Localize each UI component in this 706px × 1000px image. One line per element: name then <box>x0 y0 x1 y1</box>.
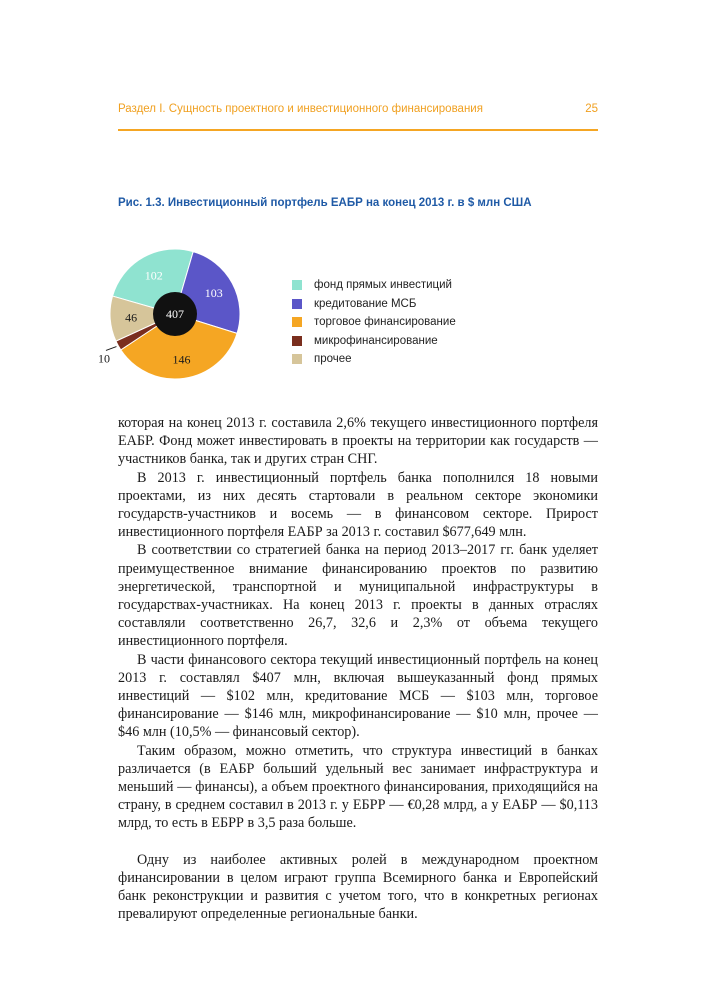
legend-swatch <box>292 280 302 290</box>
paragraph: Таким образом, можно отметить, что структура инвестиций в банках различается (в ЕАБР больший удельный вес занимает инфраструктура и меньший — финансы), а объем проектного финансирования, приходящийся на страну, в среднем составил в 2013 г. у ЕБРР — €0,28 млрд, а у ЕАБР — $0,113 млрд, то есть в ЕБРР в 3,5 раза больше. <box>118 742 598 832</box>
chart-legend <box>292 276 456 369</box>
header-rule <box>118 129 598 131</box>
figure-caption: Рис. 1.3. Инвестиционный портфель ЕАБР на конец 2013 г. в $ млн США <box>118 197 532 209</box>
slice-label: 46 <box>125 310 138 325</box>
running-head <box>118 103 598 115</box>
legend-swatch <box>292 317 302 327</box>
pie-total-label: 407 <box>166 307 184 321</box>
slice-label: 146 <box>172 352 191 367</box>
legend-label: микрофинансирование <box>314 334 438 347</box>
paragraph: В 2013 г. инвестиционный портфель банка пополнился 18 новыми проектами, из них десять стартовали в реальном секторе экономики государств-участников и восемь — в финансовом секторе. Прирост инвестиционного портфеля ЕАБР за 2013 г. составил $677,649 млн. <box>118 469 598 541</box>
slice-label: 10 <box>97 351 110 366</box>
section-title: Раздел I. Сущность проектного и инвестиционного финансирования <box>118 103 483 115</box>
legend-swatch <box>292 336 302 346</box>
legend-swatch <box>292 354 302 364</box>
legend-label: торговое финансирование <box>314 316 456 329</box>
leader-line <box>106 347 116 351</box>
legend-label: кредитование МСБ <box>314 297 417 310</box>
slice-label: 103 <box>204 286 223 301</box>
slice-label: 102 <box>144 268 163 283</box>
legend-item <box>292 350 456 369</box>
paragraph: которая на конец 2013 г. составила 2,6% текущего инвестиционного портфеля ЕАБР. Фонд может инвестировать в проекты на территории как государств — участников банка, так и других стран СНГ. <box>118 415 598 468</box>
legend-label: фонд прямых инвестиций <box>314 279 452 292</box>
pie-chart <box>97 238 260 398</box>
legend-item <box>292 332 456 351</box>
legend-swatch <box>292 299 302 309</box>
paragraph: В части финансового сектора текущий инвестиционный портфель на конец 2013 г. составлял $407 млн, включая вышеуказанный фонд прямых инвестиций — $102 млн, кредитование МСБ — $103 млн, торговое финансирование — $146 млн, микрофинансирование — $10 млн, прочее — $46 млн (10,5% — финансовый сектор). <box>118 651 598 741</box>
page-number: 25 <box>585 103 598 115</box>
legend-item <box>292 313 456 332</box>
legend-label: прочее <box>314 353 352 366</box>
legend-item <box>292 295 456 314</box>
body-text <box>118 414 598 923</box>
paragraph: Одну из наиболее активных ролей в международном проектном финансировании в целом играют группа Всемирного банка и Европейский банк реконструкции и развития с учетом того, что в конкретных регионах превалируют определенные региональные банки. <box>118 851 598 923</box>
legend-item <box>292 276 456 295</box>
paragraph: В соответствии со стратегией банка на период 2013–2017 гг. банк уделяет преимущественное внимание финансированию проектов по развитию энергетической, транспортной и муниципальной инфраструктуры в государствах-участниках. На конец 2013 г. проекты в данных отраслях составляли соответственно 26,7, 32,6 и 2,3% от объема текущего инвестиционного портфеля. <box>118 542 598 650</box>
